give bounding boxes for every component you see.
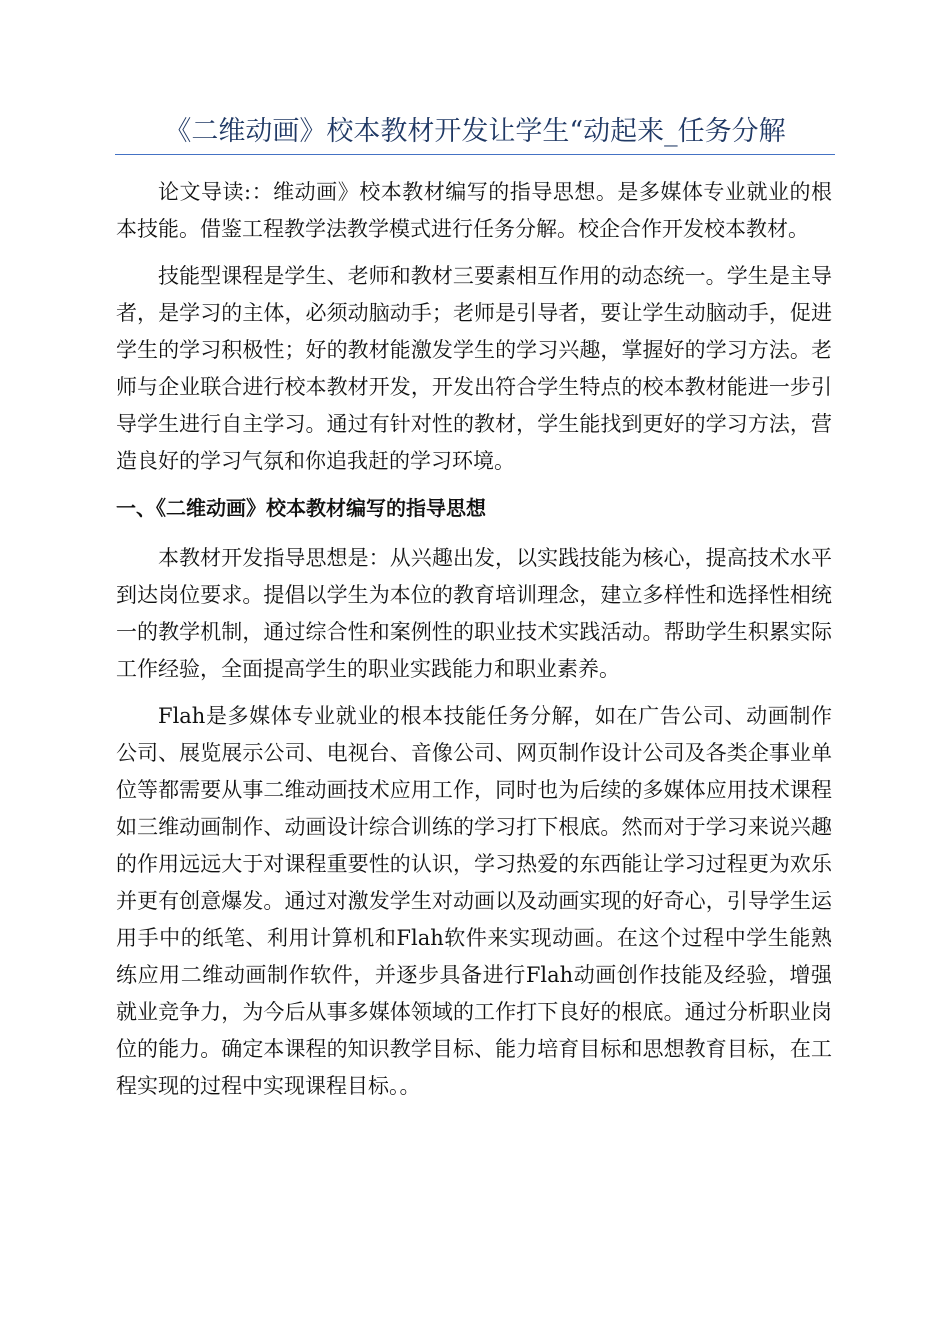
- document-body: [116, 174, 832, 1115]
- title-underline: [115, 154, 835, 155]
- section-paragraph-1: 本教材开发指导思想是：从兴趣出发，以实践技能为核心，提高技术水平到达岗位要求。提倡以学生为本位的教育培训理念，建立多样性和选择性相统一的教学机制，通过综合性和案例性的职业技术实践活动。帮助学生积累实际工作经验，全面提高学生的职业实践能力和职业素养。: [116, 546, 832, 681]
- document-title: 《二维动画》校本教材开发让学生“动起来_任务分解: [164, 116, 786, 147]
- intro-paragraph: 技能型课程是学生、老师和教材三要素相互作用的动态统一。学生是主导者，是学习的主体，必须动脑动手；老师是引导者，要让学生动脑动手，促进学生的学习积极性；好的教材能激发学生的学习兴趣，掌握好的学习方法。老师与企业联合进行校本教材开发，开发出符合学生特点的校本教材能进一步引导学生进行自主学习。通过有针对性的教材，学生能找到更好的学习方法，营造良好的学习气氛和你追我赶的学习环境。: [116, 264, 832, 473]
- section-heading: 一、《二维动画》校本教材编写的指导思想: [116, 496, 486, 520]
- abstract-paragraph: 论文导读:：维动画》校本教材编写的指导思想。是多媒体专业就业的根本技能。借鉴工程教学法教学模式进行任务分解。校企合作开发校本教材。: [116, 180, 832, 241]
- section-paragraph-2: Flah是多媒体专业就业的根本技能任务分解，如在广告公司、动画制作公司、展览展示公司、电视台、音像公司、网页制作设计公司及各类企事业单位等都需要从事二维动画技术应用工作，同时也为后续的多媒体应用技术课程如三维动画制作、动画设计综合训练的学习打下根底。然而对于学习来说兴趣的作用远远大于对课程重要性的认识，学习热爱的东西能让学习过程更为欢乐并更有创意爆发。通过对激发学生对动画以及动画实现的好奇心，引导学生运用手中的纸笔、利用计算机和Flah软件来实现动画。在这个过程中学生能熟练应用二维动画制作软件，并逐步具备进行Flah动画创作技能及经验，增强就业竞争力，为今后从事多媒体领域的工作打下良好的根底。通过分析职业岗位的能力。确定本课程的知识教学目标、能力培育目标和思想教育目标，在工程实现的过程中实现课程目标。。: [116, 704, 832, 1098]
